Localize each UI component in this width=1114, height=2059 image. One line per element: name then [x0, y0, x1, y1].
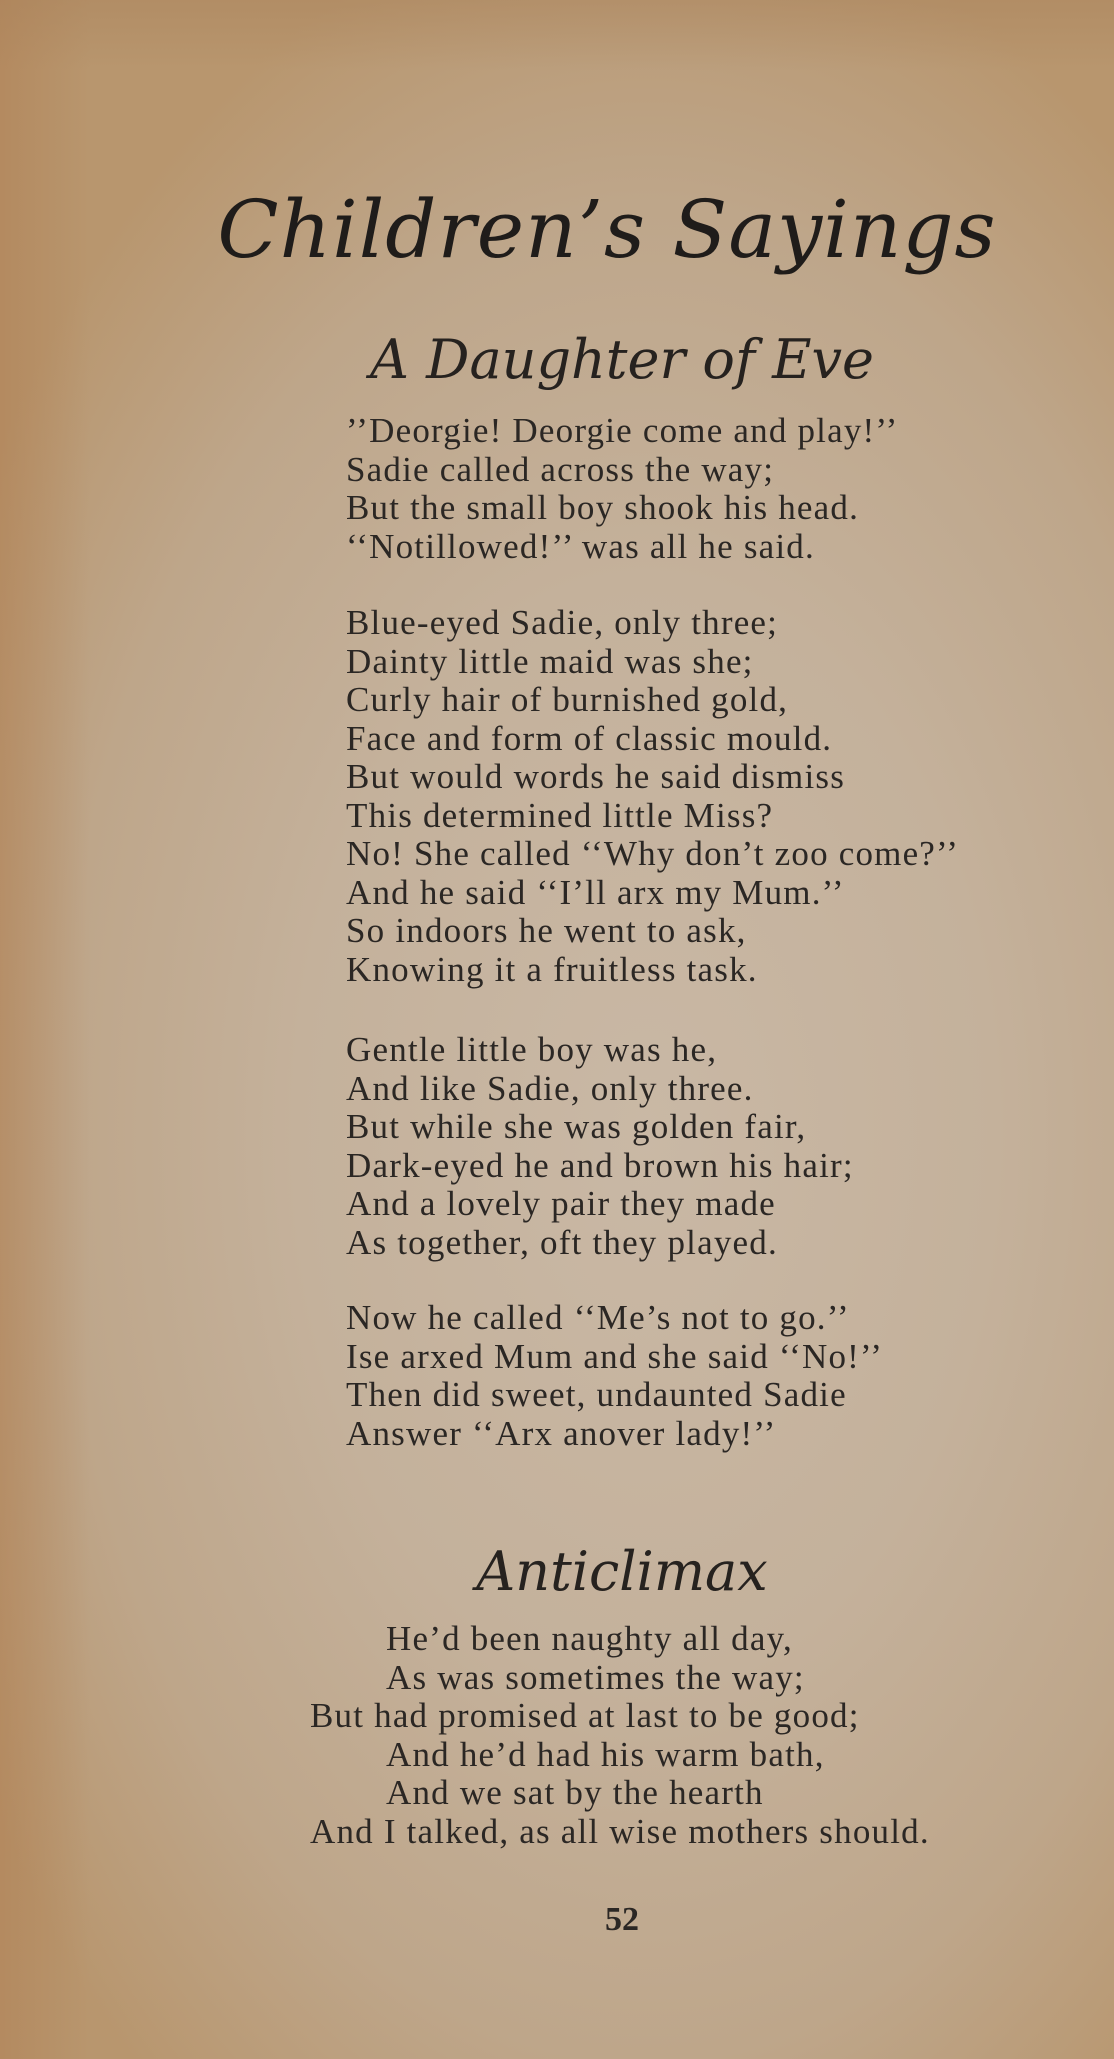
poem-line: As was sometimes the way; [386, 1657, 805, 1697]
poem-line: But had promised at last to be good; [310, 1696, 860, 1735]
poem-line: Gentle little boy was he, [346, 1030, 718, 1069]
stanza-3 [346, 1031, 854, 1262]
poem-line: Knowing it a fruitless task. [346, 949, 758, 989]
anticlimax-stanza [0, 1620, 930, 1851]
poem-line: And a lovely pair they made [346, 1184, 776, 1223]
poem-line: Curly hair of burnished gold, [346, 680, 789, 719]
stanza-2 [346, 604, 959, 989]
poem-line: Blue-eyed Sadie, only three; [346, 603, 779, 642]
poem-line: Sadie called across the way; [346, 449, 775, 489]
poem-line: But would words he said dismiss [346, 757, 846, 796]
poem-line: Face and form of classic mould. [346, 718, 833, 758]
poem-line: ‘‘Notillowed!’’ was all he said. [346, 526, 815, 566]
poem-line: And I talked, as all wise mothers should. [310, 1811, 930, 1851]
stanza-4 [346, 1299, 883, 1453]
stanza-1 [346, 412, 899, 566]
poem-line: ’’Deorgie! Deorgie come and play!’’ [346, 411, 899, 450]
poem-line: But the small boy shook his head. [346, 488, 860, 527]
poem-line: Answer ‘‘Arx anover lady!’’ [346, 1413, 777, 1453]
poem-line: He’d been naughty all day, [386, 1619, 793, 1658]
poem-line: No! She called ‘‘Why don’t zoo come?’’ [346, 834, 960, 873]
poem-line: Ise arxed Mum and she said ‘‘No!’’ [346, 1336, 884, 1376]
poem-title-daughter-of-eve: A Daughter of Eve [370, 328, 874, 391]
poem-line: This determined little Miss? [346, 795, 774, 835]
poem-line: Dainty little maid was she; [346, 641, 754, 681]
poem-line: And he said ‘‘I’ll arx my Mum.’’ [346, 872, 845, 912]
poem-line: And he’d had his warm bath, [386, 1734, 825, 1774]
page-title: Children’s Sayings [217, 183, 997, 276]
poem-line: Then did sweet, undaunted Sadie [346, 1375, 847, 1414]
poem-line: But while she was golden fair, [346, 1107, 807, 1146]
poem-line: So indoors he went to ask, [346, 911, 747, 950]
page-number: 52 [605, 1901, 639, 1938]
poem-line: And we sat by the hearth [386, 1773, 764, 1812]
poem-line: Dark-eyed he and brown his hair; [346, 1145, 854, 1185]
poem-line: As together, oft they played. [346, 1222, 778, 1262]
poem-line: And like Sadie, only three. [346, 1068, 754, 1108]
poem-title-anticlimax: Anticlimax [476, 1540, 768, 1603]
poem-line: Now he called ‘‘Me’s not to go.’’ [346, 1298, 850, 1337]
